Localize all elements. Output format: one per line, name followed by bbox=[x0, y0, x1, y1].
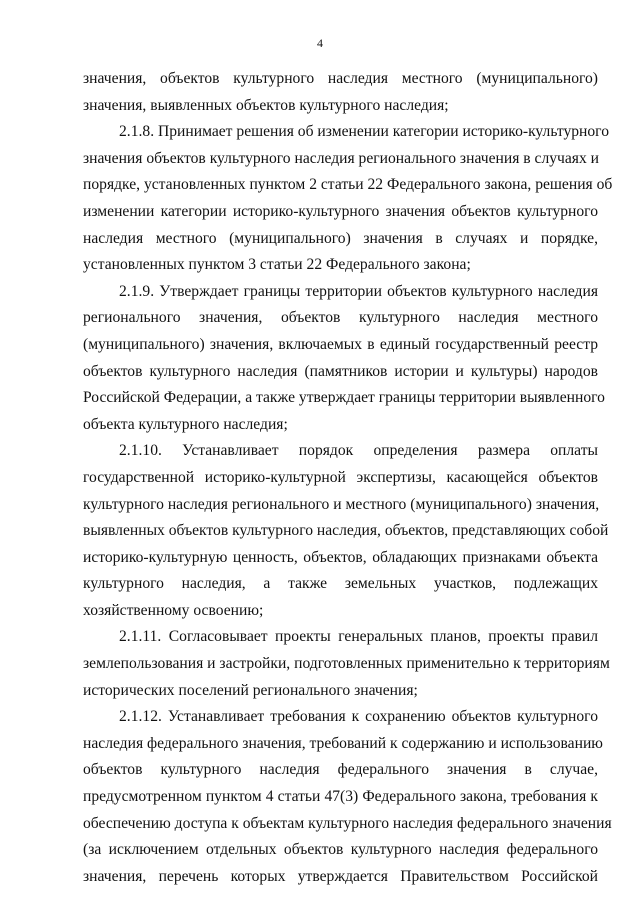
paragraph-2-1-12 bbox=[83, 704, 612, 890]
text-line: культурного наследия регионального и местного (муниципального) значения, bbox=[83, 495, 600, 513]
text-line: установленных пунктом 3 статьи 22 Федерального закона; bbox=[83, 256, 471, 274]
paragraph-continuation bbox=[83, 66, 598, 119]
text-line: хозяйственному освоению; bbox=[83, 601, 264, 619]
text-line: объектов культурного наследия (памятников истории и культуры) народов bbox=[83, 362, 598, 380]
text-line: порядке, установленных пунктом 2 статьи 22 Федерального закона, решения об bbox=[83, 176, 613, 194]
text-line: значения, выявленных объектов культурного наследия; bbox=[83, 96, 449, 114]
paragraph-2-1-9 bbox=[83, 279, 605, 439]
paragraph-2-1-10 bbox=[83, 438, 609, 624]
text-line: Российской Федерации, а также утверждает границы территории выявленного bbox=[83, 389, 605, 407]
text-line: значения объектов культурного наследия регионального значения в случаях и bbox=[83, 149, 600, 167]
text-line: объекта культурного наследия; bbox=[83, 415, 288, 433]
text-line: землепользования и застройки, подготовленных применительно к территориям bbox=[83, 655, 610, 673]
text-line: значения, перечень которых утверждается Правительством Российской bbox=[83, 867, 598, 885]
text-line: изменении категории историко-культурного значения объектов культурного bbox=[83, 202, 598, 220]
text-line: регионального значения, объектов культурного наследия местного bbox=[83, 309, 598, 327]
text-line: наследия федерального значения, требований к содержанию и использованию bbox=[83, 734, 603, 752]
text-line: 2.1.9. Утверждает границы территории объектов культурного наследия bbox=[119, 282, 598, 300]
text-line: значения, объектов культурного наследия местного (муниципального) bbox=[83, 70, 598, 87]
text-line: объектов культурного наследия федерального значения в случае, bbox=[83, 761, 598, 779]
text-line: государственной историко-культурной экспертизы, касающейся объектов bbox=[83, 468, 598, 486]
text-line: 2.1.8. Принимает решения об изменении категории историко-культурного bbox=[119, 123, 609, 141]
text-line: 2.1.11. Согласовывает проекты генеральных планов, проекты правил bbox=[119, 628, 598, 646]
text-line: выявленных объектов культурного наследия, объектов, представляющих собой bbox=[83, 522, 609, 540]
paragraph-2-1-11 bbox=[83, 624, 610, 704]
text-line: исторических поселений регионального значения; bbox=[83, 681, 418, 699]
text-line: обеспечению доступа к объектам культурного наследия федерального значения bbox=[83, 814, 612, 832]
text-line: наследия местного (муниципального) значения в случаях и порядке, bbox=[83, 229, 598, 247]
text-line: предусмотренном пунктом 4 статьи 47(3) Федерального закона, требования к bbox=[83, 788, 598, 806]
text-line: культурного наследия, а также земельных участков, подлежащих bbox=[83, 575, 598, 593]
page-number: 4 bbox=[317, 36, 323, 50]
paragraph-2-1-8 bbox=[83, 119, 613, 279]
text-line: историко-культурную ценность, объектов, обладающих признаками объекта bbox=[83, 548, 598, 566]
text-line: 2.1.12. Устанавливает требования к сохранению объектов культурного bbox=[119, 708, 598, 726]
document-body bbox=[83, 66, 613, 890]
text-line: (за исключением отдельных объектов культурного наследия федерального bbox=[83, 841, 598, 859]
text-line: 2.1.10. Устанавливает порядок определения размера оплаты bbox=[119, 442, 598, 460]
text-line: (муниципального) значения, включаемых в единый государственный реестр bbox=[83, 335, 598, 353]
